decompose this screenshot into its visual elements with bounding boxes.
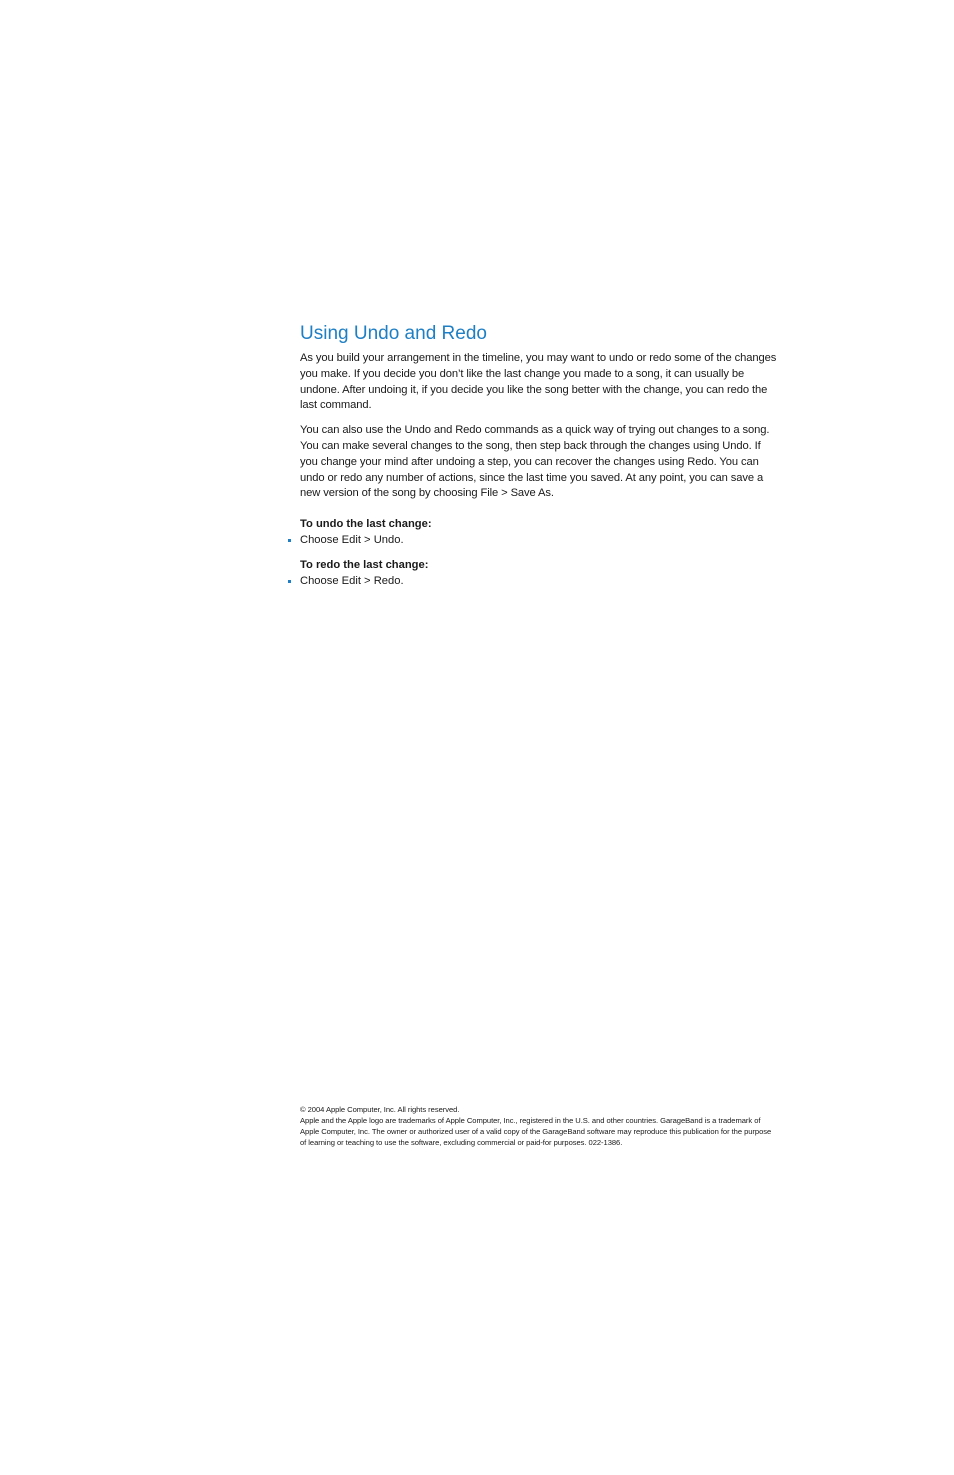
list-item-undo-step <box>300 533 780 549</box>
undo-step-text: Choose Edit > Undo. <box>300 533 404 546</box>
task-heading-redo: To redo the last change: <box>300 558 429 571</box>
section-title: Using Undo and Redo <box>300 323 487 344</box>
trademark-notice: Apple and the Apple logo are trademarks of Apple Computer, Inc., registered in the U.S. and other countries. GarageBand is a trademark of Apple Computer, Inc. The owner or authorized user of a valid copy of the GarageBand software may reproduce this publication for the purpose of learning or teaching to use the software, excluding commercial or paid-for purposes. 022-1386. <box>300 1116 772 1147</box>
legal-footer <box>300 1104 778 1148</box>
redo-step-text: Choose Edit > Redo. <box>300 574 404 587</box>
list-item-redo-step <box>300 574 780 590</box>
copyright-notice: © 2004 Apple Computer, Inc. All rights reserved. <box>300 1105 460 1114</box>
task-heading-undo: To undo the last change: <box>300 518 432 531</box>
bullet-square-icon <box>288 580 291 583</box>
document-content <box>300 322 780 589</box>
paragraph-details: You can also use the Undo and Redo commands as a quick way of trying out changes to a song. You can make several changes to the song, then step back through the changes using Undo. If you change your mind after undoing a step, you can recover the changes using Redo. You can undo or redo any number of actions, since the last time you saved. At any point, you can save a new version of the song by choosing File > Save As. <box>300 424 770 500</box>
bullet-square-icon <box>288 539 291 542</box>
paragraph-intro: As you build your arrangement in the timeline, you may want to undo or redo some of the changes you make. If you decide you don’t like the last change you made to a song, it can usually be undone. After undoing it, if you decide you like the song better with the change, you can redo the last command. <box>300 352 777 412</box>
